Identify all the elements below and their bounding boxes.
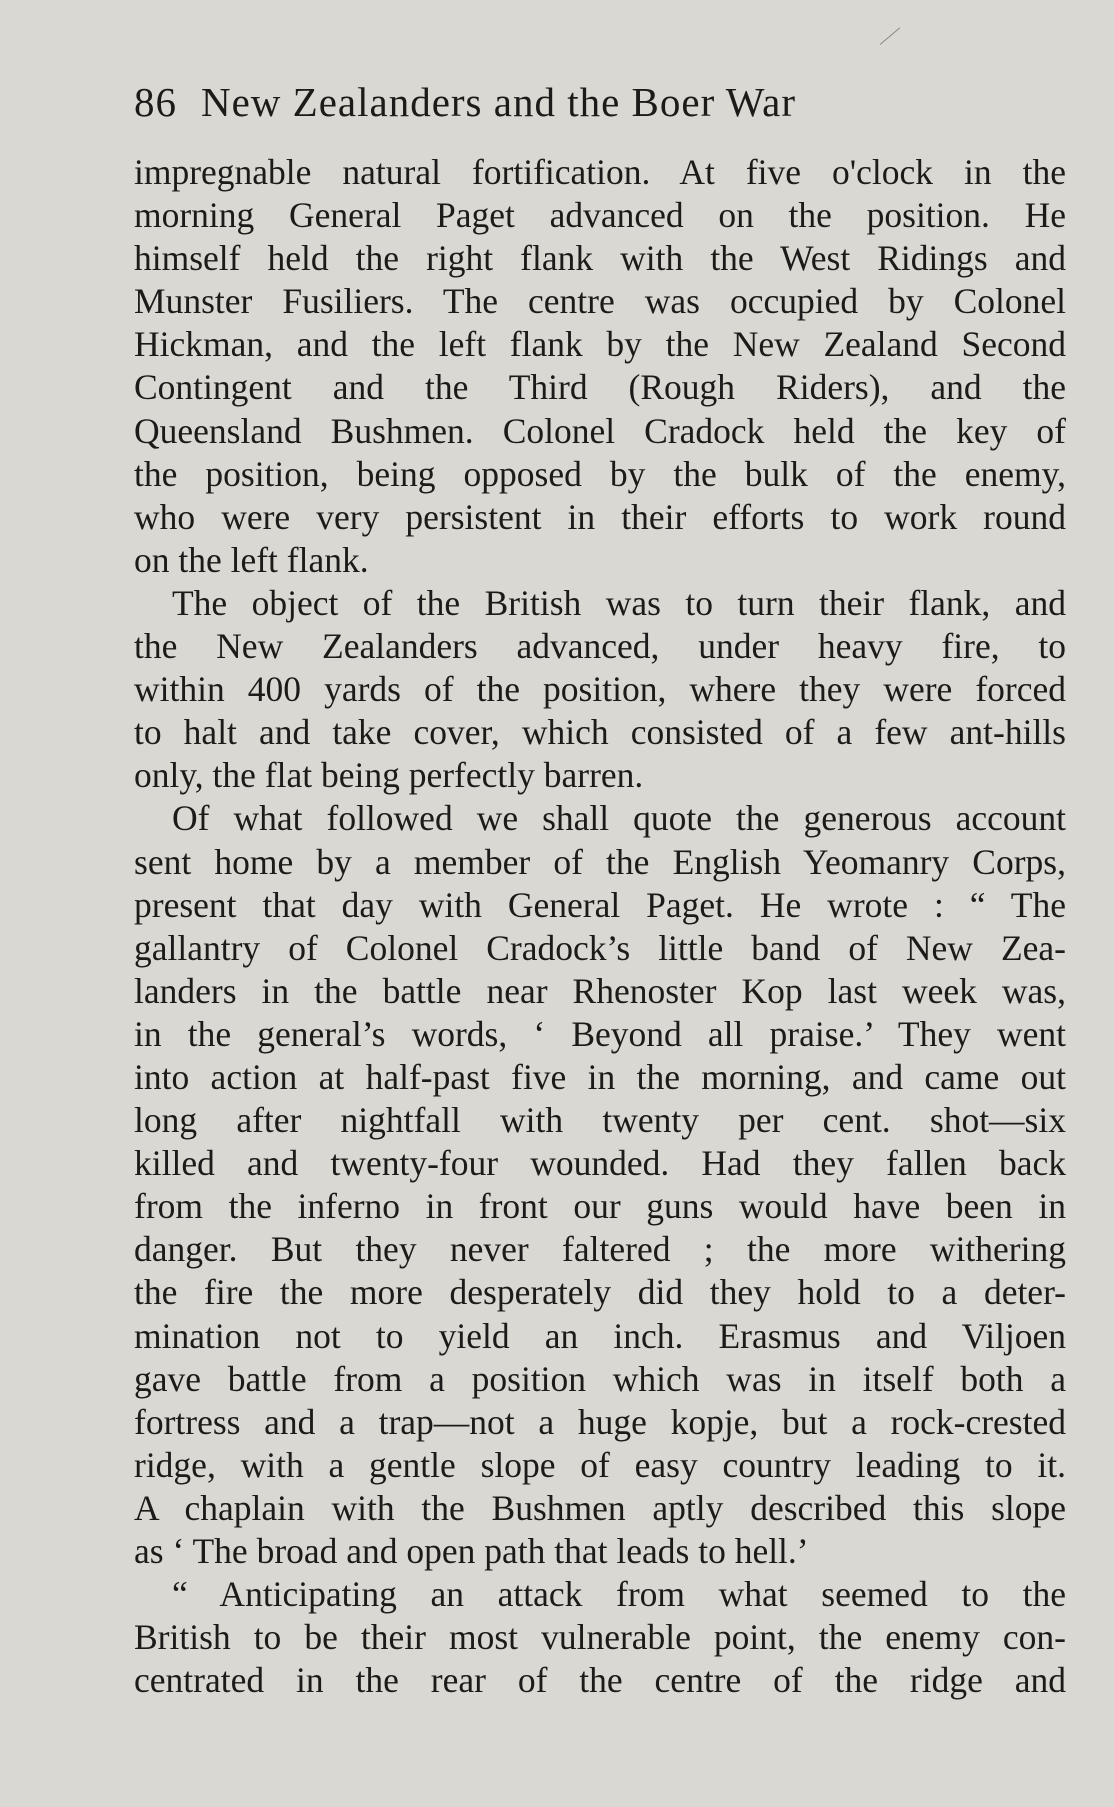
text-line: Munster Fusiliers. The centre was occupied by Colonel [134,281,1066,322]
running-title: New Zealanders and the Boer War [201,79,797,125]
paragraph [134,151,1066,582]
text-line: on the left flank. [134,539,369,580]
text-line: long after nightfall with twenty per cent. shot—six [134,1100,1066,1141]
page-mark [880,27,901,44]
text-line: Queensland Bushmen. Colonel Cradock held the key of [134,410,1066,451]
text-line: gallantry of Colonel Cradock’s little band of New Zea- [134,927,1066,968]
text-line: killed and twenty-four wounded. Had they fallen back [134,1143,1066,1184]
text-line: Hickman, and the left flank by the New Zealand Second [134,324,1066,365]
text-line: impregnable natural fortification. At five o'clock in the [134,152,1066,192]
text-line: from the inferno in front our guns would have been in [134,1186,1066,1227]
text-line: in the general’s words, ‘ Beyond all praise.’ They went [134,1013,1066,1054]
text-line: The object of the British was to turn their flank, and [172,582,1066,623]
text-line: as ‘ The broad and open path that leads to hell.’ [134,1531,809,1571]
text-line: centrated in the rear of the centre of the ridge and [134,1660,1066,1701]
text-line: within 400 yards of the position, where they were forced [134,669,1066,710]
text-line: the position, being opposed by the bulk of the enemy, [134,453,1066,494]
text-line: the fire the more desperately did they hold to a deter- [134,1272,1066,1313]
text-line: to halt and take cover, which consisted of a few ant-hills [134,712,1066,753]
body-text [134,151,1066,1702]
text-line: British to be their most vulnerable point, the enemy con- [134,1617,1066,1658]
text-line: ridge, with a gentle slope of easy country leading to it. [134,1444,1066,1485]
text-line: gave battle from a position which was in itself both a [134,1358,1066,1399]
text-line: himself held the right flank with the West Ridings and [134,238,1066,279]
text-line: fortress and a trap—not a huge kopje, but a rock-crested [134,1401,1066,1442]
text-line: Of what followed we shall quote the generous account [172,798,1066,839]
text-line: into action at half-past five in the morning, and came out [134,1056,1066,1097]
text-line: danger. But they never faltered ; the more withering [134,1229,1066,1270]
paragraph [134,582,1066,797]
text-line: sent home by a member of the English Yeomanry Corps, [134,841,1066,882]
text-line: “ Anticipating an attack from what seemed to the [172,1574,1066,1615]
text-line: only, the flat being perfectly barren. [134,755,644,796]
paragraph [134,1573,1066,1702]
text-line: A chaplain with the Bushmen aptly described this slope [134,1487,1066,1528]
text-line: mination not to yield an inch. Erasmus and Viljoen [134,1315,1066,1356]
text-line: the New Zealanders advanced, under heavy fire, to [134,626,1066,667]
running-header [134,78,796,126]
text-line: Contingent and the Third (Rough Riders), and the [134,367,1066,408]
text-line: landers in the battle near Rhenoster Kop last week was, [134,970,1066,1011]
text-line: present that day with General Paget. He wrote : “ The [134,884,1066,925]
paragraph [134,797,1066,1573]
page-number: 86 [134,79,177,125]
text-line: morning General Paget advanced on the position. He [134,195,1066,236]
text-line: who were very persistent in their efforts to work round [134,496,1066,537]
